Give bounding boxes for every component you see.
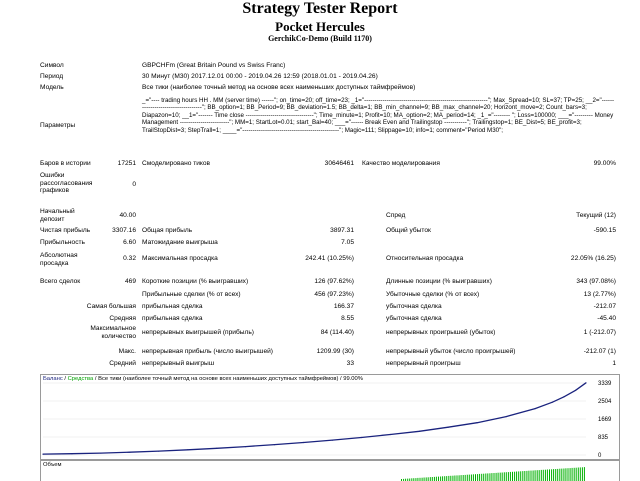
y-tick-label: 835 [598, 435, 609, 441]
balance-point [419, 431, 420, 432]
balance-chart-svg [41, 375, 619, 459]
period-label: Период [40, 73, 63, 81]
volume-bar [565, 468, 566, 481]
largest-loss-label: убыточная сделка [386, 303, 442, 311]
avgcons-label: Средний [60, 360, 136, 368]
errors-label: Ошибки рассогласования графиков [40, 172, 104, 195]
balance-point [477, 422, 478, 423]
volume-bar [557, 469, 558, 481]
avg-wins-value: 33 [310, 360, 354, 368]
symbol-label: Символ [40, 62, 64, 70]
legend-balance: Баланс [43, 376, 63, 382]
volume-bar [555, 469, 556, 481]
server-name: GerchikCo-Demo (Build 1170) [0, 34, 640, 43]
volume-label: Объем [43, 462, 61, 468]
largest-profit-label: прибыльная сделка [142, 303, 203, 311]
volume-bar [539, 470, 540, 481]
trades-label: Всего сделок [40, 278, 80, 286]
netprofit-label: Чистая прибыль [40, 227, 90, 235]
volume-bar [582, 467, 583, 481]
model-value: Все тики (наиболее точный метод на основе всех наименьших доступных таймфреймов) [142, 84, 415, 92]
volume-bar [463, 475, 464, 481]
volume-bar [545, 470, 546, 481]
volume-bar [551, 469, 552, 481]
balance-point [274, 444, 275, 445]
volume-bar [533, 471, 534, 481]
netprofit-value: 3307.16 [100, 227, 136, 235]
reldd-value: 22.05% (16.25) [560, 255, 616, 263]
ticks-label: Смоделировано тиков [142, 160, 210, 168]
balance-point [575, 390, 576, 391]
balance-point [187, 449, 188, 450]
largest-profit-value: 166.37 [310, 303, 354, 311]
volume-bar [528, 471, 529, 481]
trades-value: 469 [100, 278, 136, 286]
pf-label: Прибыльность [40, 239, 85, 247]
grossloss-value: -590.15 [570, 227, 616, 235]
largest-loss-value: -212.07 [570, 303, 616, 311]
average-label: Средняя [60, 315, 136, 323]
balance-point [563, 396, 564, 397]
volume-bar [452, 476, 453, 481]
balance-point [552, 402, 553, 403]
loss-trades-label: Убыточные сделки (% от всех) [386, 291, 479, 299]
volume-bar [454, 476, 455, 481]
balance-point [361, 437, 362, 438]
period-value: 30 Минут (M30) 2017.12.01 00:00 - 2019.04.26 12:59 (2018.01.01 - 2019.04.26) [142, 73, 378, 81]
balance-line [43, 383, 586, 454]
cons-loss-label: непрерывный убыток (число проигрышей) [386, 348, 516, 356]
volume-bar [438, 477, 439, 481]
volume-bar [543, 470, 544, 481]
volume-chart-svg [41, 461, 619, 481]
volume-bar [457, 475, 458, 481]
largest-label: Самая большая [60, 303, 136, 311]
volume-bar [572, 468, 573, 481]
legend-equity: Средства [68, 376, 94, 382]
legend-model: Все тики (наиболее точный метод на основе всех наименьших доступных таймфреймов) / 99.00% [98, 376, 363, 382]
short-value: 126 (97.62%) [300, 278, 354, 286]
balance-point [100, 452, 101, 453]
balance-point [448, 427, 449, 428]
volume-bar [553, 469, 554, 481]
balance-point [585, 382, 586, 383]
spread-label: Спред [386, 212, 405, 220]
spread-value: Текущий (12) [556, 212, 616, 220]
volume-bar [442, 476, 443, 481]
volume-bar [424, 478, 425, 481]
volume-bar [580, 467, 581, 481]
volume-bar [428, 477, 429, 481]
maxcount-label: Максимальное количество [70, 325, 136, 340]
profit-trades-label: Прибыльные сделки (% от всех) [142, 291, 241, 299]
absdd-value: 0.32 [100, 255, 136, 263]
balance-point [390, 434, 391, 435]
volume-bar [461, 475, 462, 481]
volume-bar [444, 476, 445, 481]
model-label: Модель [40, 84, 64, 92]
params-label: Параметры [40, 122, 75, 130]
errors-value: 0 [100, 181, 136, 189]
volume-bar [467, 475, 468, 481]
reldd-label: Относительная просадка [386, 255, 463, 263]
balance-point [245, 446, 246, 447]
balance-point [303, 442, 304, 443]
bars-label: Баров в истории [40, 160, 91, 168]
absdd-label: Абсолютная просадка [40, 252, 96, 267]
report-title: Strategy Tester Report [0, 0, 640, 18]
avg-losses-label: непрерывный проигрыш [386, 360, 461, 368]
y-tick-label: 1669 [598, 417, 612, 423]
balance-point [216, 448, 217, 449]
expected-label: Матожидание выигрыша [142, 239, 218, 247]
pf-value: 6.60 [100, 239, 136, 247]
avg-loss-label: убыточная сделка [386, 315, 442, 323]
grossprofit-value: 3897.31 [310, 227, 354, 235]
volume-bar [574, 468, 575, 481]
volume-bar [535, 470, 536, 481]
long-value: 343 (97.08%) [560, 278, 616, 286]
grossloss-label: Общий убыток [386, 227, 431, 235]
y-tick-label: 2504 [598, 399, 612, 405]
volume-bar [568, 468, 569, 481]
volume-bar [436, 477, 437, 481]
profit-trades-value: 456 (97.23%) [300, 291, 354, 299]
quality-value: 99.00% [570, 160, 616, 168]
volume-bar [459, 475, 460, 481]
volume-bar [432, 477, 433, 481]
deposit-value: 40.00 [100, 212, 136, 220]
volume-bar [469, 475, 470, 481]
y-tick-label: 0 [598, 453, 602, 459]
volume-bar [576, 468, 577, 481]
cons-profit-label: непрерывная прибыль (число выигрышей) [142, 348, 273, 356]
long-label: Длинные позиции (% выигравших) [386, 278, 492, 286]
avg-losses-value: 1 [570, 360, 616, 368]
params-value: _="---- trading hours HH . MM (server time) ------"; on_time=20; off_time=23; _1="------------------------------------------------------------"; Max_Spread=10; SL=37; TP=25; __2="-----------------------------------"; BB_option=1; BB_Period=9; BB_deviation=1.5; BB_delta=1; BB_min_channel=9; BB_max_channel=20; Horizont_move=2; Count_bars=3; Diapazon=10; __1="------- Time close ---------------------------------"; Time_minute=1; Profit=10; MA_option=2; MA_period=14; _1_="-------- "; Loss=100000; ___="--------- Money Management ------------------------"; MM=1; StartLot=0.01; start_Bal=40; ___="------ Break Even and Trailingstop -----------"; Trailingstop=1; BE_Dist=5; BE_profit=3; TrailStopDist=3; StepTrall=1; ____="-----------------------------------------------"; Magic=111; Slippage=10; info=1; comment="Period M30"; [142, 97, 616, 134]
maxdd-value: 242.41 (10.25%) [290, 255, 354, 263]
volume-bar [570, 468, 571, 481]
volume-bar [450, 476, 451, 481]
volume-bar [541, 470, 542, 481]
volume-bar [531, 471, 532, 481]
y-tick-label: 3339 [598, 381, 612, 387]
balance-point [129, 452, 130, 453]
volume-bar [471, 475, 472, 481]
short-label: Короткие позиции (% выигравших) [142, 278, 248, 286]
balance-point [71, 453, 72, 454]
volume-bar [561, 469, 562, 481]
cons-losses-label: непрерывных проигрышей (убыток) [386, 329, 495, 337]
quality-label: Качество моделирования [362, 160, 440, 168]
volume-bar [426, 477, 427, 481]
cons-wins-label: непрерывных выигрышей (прибыль) [142, 329, 254, 337]
volume-bar [465, 475, 466, 481]
balance-point [42, 454, 43, 455]
balance-chart [40, 374, 620, 460]
volume-bar [446, 476, 447, 481]
avg-profit-value: 8.55 [310, 315, 354, 323]
balance-point [158, 451, 159, 452]
volume-bar [563, 469, 564, 481]
chart-legend: Баланс / Средства / Все тики (наиболее точный метод на основе всех наименьших доступных таймфреймов) / 99.00% [43, 376, 363, 382]
volume-bar [584, 467, 585, 481]
cons-loss-value: -212.07 (1) [560, 348, 616, 356]
expert-name: Pocket Hercules [0, 19, 640, 35]
volume-bar [537, 470, 538, 481]
avg-wins-label: непрерывный выигрыш [142, 360, 214, 368]
grossprofit-label: Общая прибыль [142, 227, 192, 235]
balance-point [506, 416, 507, 417]
symbol-value: GBPCHFm (Great Britain Pound vs Swiss Franc) [142, 62, 285, 70]
expected-value: 7.05 [310, 239, 354, 247]
loss-trades-value: 13 (2.77%) [560, 291, 616, 299]
volume-bar [547, 470, 548, 481]
deposit-label: Начальный депозит [40, 208, 90, 223]
volume-bar [578, 468, 579, 481]
cons-losses-value: 1 (-212.07) [560, 329, 616, 337]
volume-bar [430, 477, 431, 481]
maxdd-label: Максимальная просадка [142, 255, 218, 263]
max-label: Макс. [60, 348, 136, 356]
volume-bar [526, 471, 527, 481]
balance-point [332, 440, 333, 441]
bars-value: 17251 [100, 160, 136, 168]
volume-bar [448, 476, 449, 481]
volume-bar [440, 477, 441, 481]
volume-bar [434, 477, 435, 481]
avg-profit-label: прибыльная сделка [142, 315, 203, 323]
cons-profit-value: 1209.99 (30) [300, 348, 354, 356]
volume-bar [559, 469, 560, 481]
avg-loss-value: -45.40 [570, 315, 616, 323]
volume-chart [40, 460, 620, 481]
cons-wins-value: 84 (114.40) [300, 329, 354, 337]
volume-bar [549, 469, 550, 481]
ticks-value: 30646461 [310, 160, 354, 168]
balance-point [534, 408, 535, 409]
